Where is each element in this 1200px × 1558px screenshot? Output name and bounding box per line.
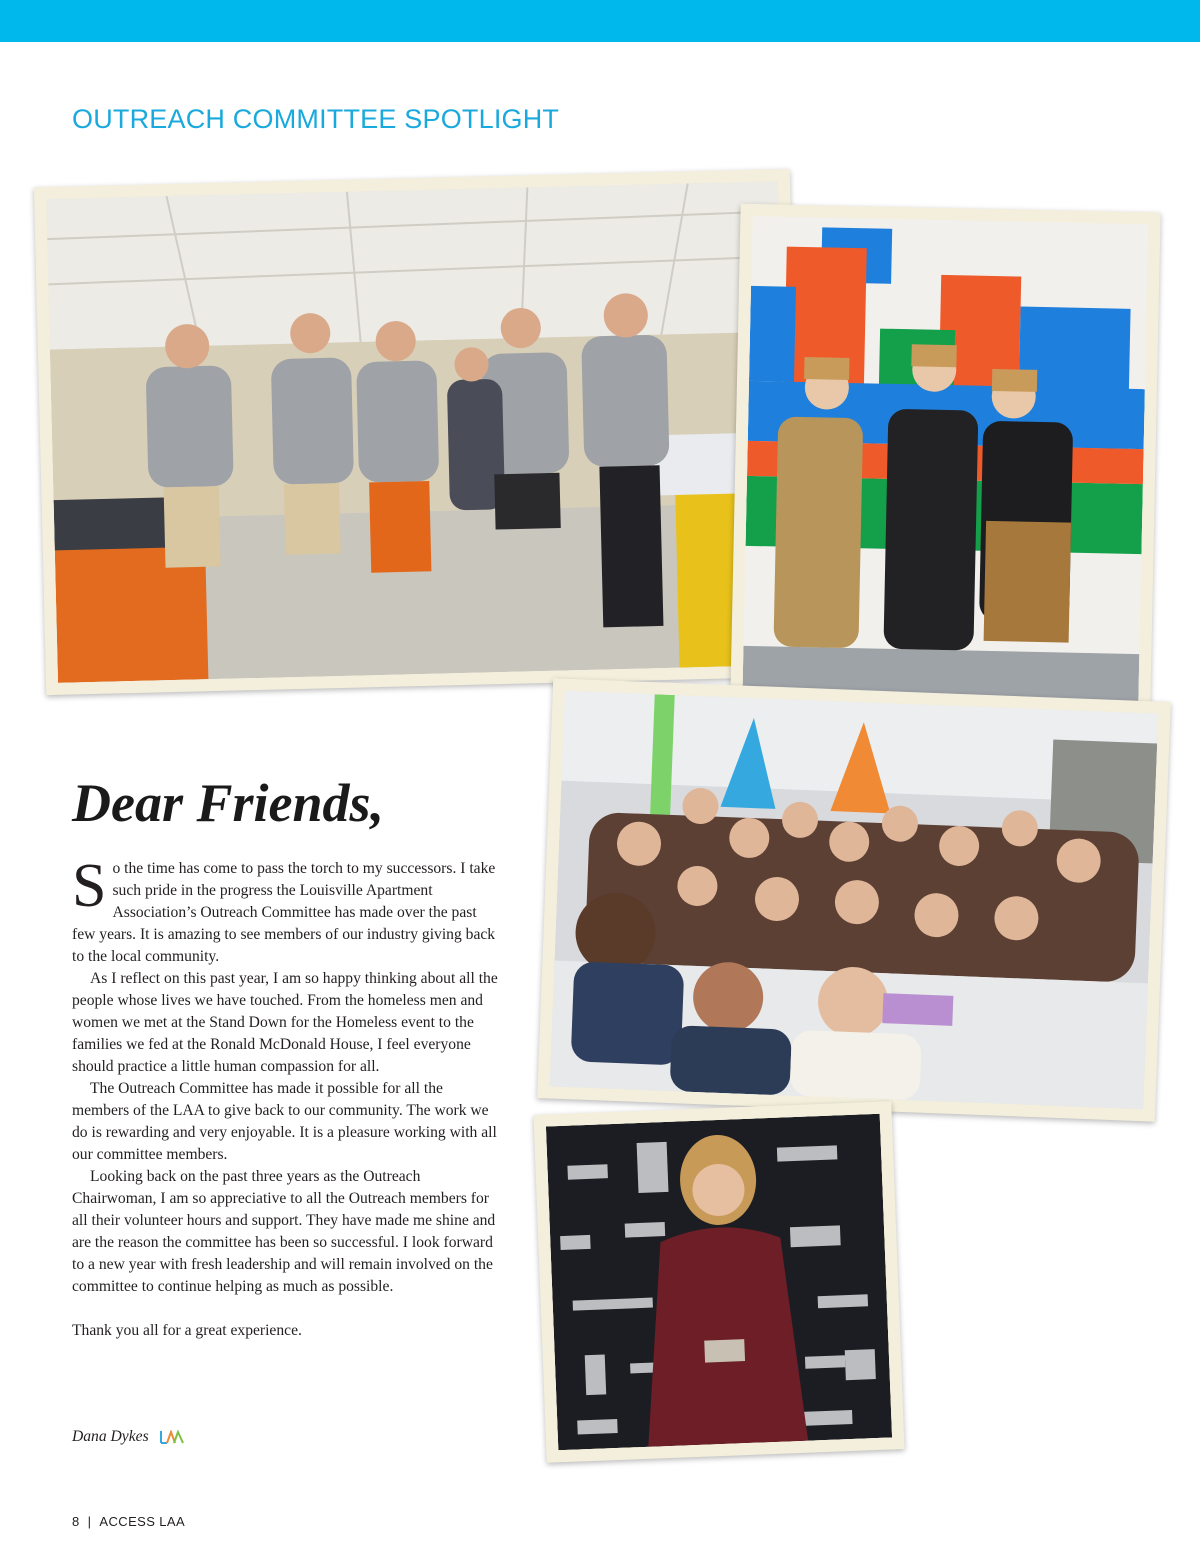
laa-logo-icon	[159, 1430, 185, 1444]
top-accent-bar	[0, 0, 1200, 42]
photo-volunteers-group	[34, 169, 802, 695]
photo-committee-selfie	[537, 678, 1171, 1121]
letter-paragraph-3: The Outreach Committee has made it possible for all the members of the LAA to give back to our community. The work we do is rewarding and very enjoyable. It is a pleasure working with all our committee members.	[72, 1080, 497, 1163]
committee-selfie-image	[550, 691, 1159, 1110]
letter-paragraph-2: As I reflect on this past year, I am so happy thinking about all the people whose lives we have touched. From the homeless men and women we met at the Stand Down for the Homeless event to the families we fed at the Ronald McDonald House, I feel everyone should practice a little human compassion for all.	[72, 970, 498, 1075]
volunteers-group-image	[46, 181, 790, 683]
paragraph-1-text: o the time has come to pass the torch to my successors. I take such pride in the progress the Louisville Apartment Association’s Outreach Committee has made over the past few years. It is amazing to see members of our industry giving back to the local community.	[72, 860, 496, 965]
signature-name: Dana Dykes	[72, 1428, 149, 1445]
section-title: OUTREACH COMMITTEE SPOTLIGHT	[72, 104, 560, 134]
letter-greeting: Dear Friends,	[72, 773, 385, 833]
letter-closing: Thank you all for a great experience.	[72, 1322, 302, 1339]
woman-at-event-image	[546, 1114, 892, 1451]
page-number: 8	[72, 1514, 80, 1529]
publication-name: ACCESS LAA	[99, 1514, 186, 1529]
letter-body	[72, 852, 502, 1342]
photo-woman-at-event	[533, 1101, 904, 1462]
three-women-mural-image	[742, 216, 1149, 740]
page-footer	[72, 1514, 185, 1529]
footer-separator: |	[87, 1514, 92, 1529]
drop-cap: S	[72, 852, 107, 920]
photo-three-women-mural	[729, 204, 1160, 753]
signature-line	[72, 1428, 185, 1446]
letter-paragraph-1	[72, 852, 502, 968]
letter-paragraph-4: Looking back on the past three years as the Outreach Chairwoman, I am so appreciative to all the Outreach members for all their volunteer hours and support. They have made me shine and are the reason the committee has been so successful. I look forward to a new year with fresh leadership and will remain involved on the committee to continue helping as much as possible.	[72, 1168, 496, 1295]
